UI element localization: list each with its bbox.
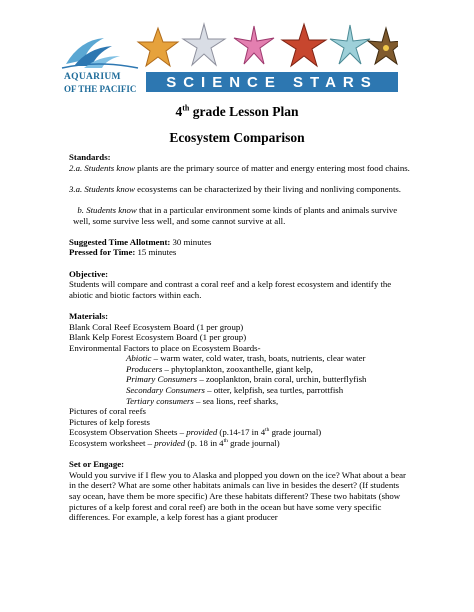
- wave-logo-icon: [58, 30, 144, 72]
- factor-abiotic: Abiotic – warm water, cold water, trash, boats, nutrients, clear water: [126, 353, 366, 364]
- starfish-icon: [282, 24, 326, 66]
- logo-text-pacific: OF THE PACIFIC: [64, 84, 137, 94]
- lesson-title: [0, 104, 474, 120]
- factor-producers: Producers – phytoplankton, zooxanthelle, giant kelp,: [126, 363, 313, 374]
- logo-text-aquarium: AQUARIUM: [64, 72, 121, 82]
- objective-heading: Objective:: [69, 268, 109, 279]
- factor-tertiary: Tertiary consumers – sea lions, reef sharks,: [126, 395, 279, 406]
- engage-text: Would you survive if I flew you to Alaska and plopped you down on the ice? What about a bear in the desert? What are some other habitats animals can live in besides the desert? (If students say ocean, have them be more specific) Are these habitats different? These two habitats (show pictures of a kelp forest and coral reef) are both in the ocean but have some very specific differences. For example, a kelp forest has a giant producer: [69, 469, 406, 523]
- material-item: Ecosystem worksheet – provided (p. 18 in 4th grade journal): [69, 438, 280, 449]
- material-item: Ecosystem Observation Sheets – provided (p.14-17 in 4th grade journal): [69, 427, 322, 438]
- material-item: Environmental Factors to place on Ecosystem Boards-: [69, 342, 261, 353]
- factor-secondary: Secondary Consumers – otter, kelpfish, sea turtles, parrottfish: [126, 385, 344, 396]
- aquarium-logo: [58, 30, 144, 102]
- title-grade-suffix: th: [182, 103, 190, 113]
- materials-heading: Materials:: [69, 310, 109, 321]
- engage-heading: Set or Engage:: [69, 459, 125, 470]
- starfish-icon: [234, 26, 274, 64]
- time-allotment: Suggested Time Allotment: 30 minutes: [69, 236, 212, 247]
- material-item: Pictures of coral reefs: [69, 406, 146, 417]
- standard-2a: 2.a. Students know plants are the primary source of matter and energy entering most food chains.: [69, 162, 410, 173]
- material-item: Blank Coral Reef Ecosystem Board (1 per group): [69, 321, 244, 332]
- science-stars-banner: [146, 72, 398, 92]
- starfish-icon: [368, 28, 398, 64]
- standard-3a: 3.a. Students know ecosystems can be characterized by their living and nonliving components.: [69, 183, 402, 194]
- banner-text: SCIENCE STARS: [166, 73, 378, 91]
- material-item: Pictures of kelp forests: [69, 416, 150, 427]
- standards-heading: Standards:: [69, 152, 111, 162]
- starfish-icon: [183, 24, 225, 65]
- objective-text: Students will compare and contrast a coral reef and a kelp forest ecosystem and identify the abiotic and biotic factors within each.: [69, 279, 392, 300]
- material-item: Blank Kelp Forest Ecosystem Board (1 per group): [69, 332, 247, 343]
- lesson-subtitle: Ecosystem Comparison: [169, 130, 305, 145]
- title-grade: 4: [175, 104, 183, 119]
- sea-stars-illustration: [136, 22, 398, 74]
- starfish-icon: [330, 25, 370, 64]
- pressed-for-time: Pressed for Time: 15 minutes: [69, 247, 177, 258]
- factor-primary: Primary Consumers – zooplankton, brain coral, urchin, butterflyfish: [126, 374, 367, 385]
- lesson-content: [69, 152, 413, 523]
- header: [58, 22, 398, 104]
- starfish-icon: [138, 28, 178, 66]
- standard-3b: b. Students know that in a particular environment some kinds of plants and animals survive well, some survive less well, and some cannot survive at all.: [73, 204, 398, 226]
- title-text: grade Lesson Plan: [189, 104, 299, 119]
